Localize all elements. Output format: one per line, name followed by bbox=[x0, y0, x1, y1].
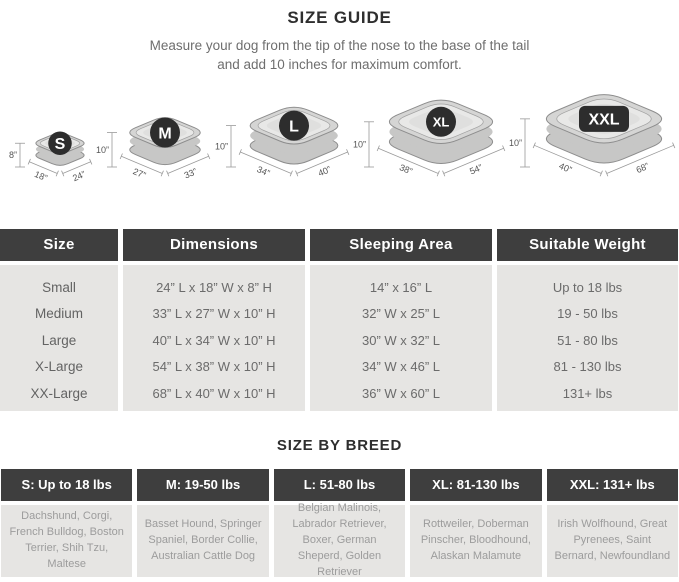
suitable-weight-column-body bbox=[497, 265, 678, 411]
dimensions-cell: 68” L x 40” W x 10” H bbox=[152, 385, 276, 401]
breed-header-s: S: Up to 18 lbs bbox=[1, 469, 132, 501]
bed-drawing-s bbox=[2, 87, 94, 209]
bed-size-illustrations bbox=[0, 87, 679, 209]
subtitle-line-2: and add 10 inches for maximum comfort. bbox=[217, 56, 462, 72]
breed-column-s bbox=[1, 469, 132, 577]
bed-length-label: 33” bbox=[182, 166, 199, 181]
bed-width-label: 27” bbox=[131, 166, 148, 181]
breed-list-xxl: Irish Wolfhound, Great Pyrenees, Saint Bernard, Newfoundland bbox=[547, 505, 678, 577]
bed-length-label: 40” bbox=[316, 163, 332, 179]
bed-size-badge-label: M bbox=[158, 125, 172, 143]
breed-header-l: L: 51-80 lbs bbox=[274, 469, 405, 501]
sleeping-area-cell: 30” W x 32” L bbox=[361, 332, 441, 348]
bed-size-badge-label: XL bbox=[432, 114, 450, 130]
size-table-column-dimensions bbox=[123, 229, 305, 411]
bed-height-label: 10” bbox=[214, 141, 228, 152]
page-title: SIZE GUIDE bbox=[287, 8, 392, 27]
sleeping-area-cell: 14” x 16” L bbox=[369, 279, 433, 295]
suitable-weight-cell: 131+ lbs bbox=[562, 385, 613, 401]
bed-height-label: 10” bbox=[352, 139, 366, 150]
suitable-weight-cell: Up to 18 lbs bbox=[552, 279, 623, 295]
breed-list-xl: Rottweiler, Doberman Pinscher, Bloodhound, Alaskan Malamute bbox=[410, 505, 541, 577]
dimensions-cell: 54” L x 38” W x 10” H bbox=[152, 359, 276, 375]
bed-drawing-xxl bbox=[507, 87, 677, 209]
size-cell: X-Large bbox=[34, 359, 84, 375]
sleeping-area-column-body bbox=[310, 265, 492, 411]
breed-list-m: Basset Hound, Springer Spaniel, Border Collie, Australian Cattle Dog bbox=[137, 505, 268, 577]
breed-section-title: SIZE BY BREED bbox=[276, 436, 403, 454]
dimensions-column-body bbox=[123, 265, 305, 411]
suitable-weight-cell: 51 - 80 lbs bbox=[557, 332, 618, 348]
suitable-weight-cell: 81 - 130 lbs bbox=[553, 359, 622, 375]
breed-column-xxl bbox=[547, 469, 678, 577]
size-table-column-size bbox=[0, 229, 118, 411]
size-table-column-suitable-weight bbox=[497, 229, 678, 411]
sleeping-area-cell: 36” W x 60” L bbox=[361, 385, 441, 401]
bed-illustration-xl bbox=[351, 87, 507, 209]
bed-length-label: 54” bbox=[467, 162, 484, 177]
breed-column-xl bbox=[410, 469, 541, 577]
bed-width-label: 38” bbox=[397, 162, 414, 177]
column-header-dimensions: Dimensions bbox=[123, 229, 305, 261]
bed-size-badge-label: XXL bbox=[588, 111, 620, 129]
breed-table bbox=[0, 469, 679, 577]
size-cell: XX-Large bbox=[30, 385, 88, 401]
bed-length-label: 24” bbox=[71, 168, 87, 184]
suitable-weight-cell: 19 - 50 lbs bbox=[557, 306, 618, 322]
page-subtitle bbox=[0, 37, 679, 75]
bed-illustration-xxl bbox=[507, 87, 677, 209]
column-header-suitable-weight: Suitable Weight bbox=[497, 229, 678, 261]
bed-height-label: 10” bbox=[508, 137, 522, 148]
sleeping-area-cell: 32” W x 25” L bbox=[361, 306, 441, 322]
size-cell: Medium bbox=[34, 306, 83, 322]
sleeping-area-cell: 34” W x 46” L bbox=[361, 359, 441, 375]
bed-illustration-m bbox=[94, 87, 212, 209]
bed-height-label: 10” bbox=[96, 144, 110, 155]
bed-size-badge-label: S bbox=[54, 135, 66, 153]
bed-illustration-s bbox=[2, 87, 94, 209]
column-header-size: Size bbox=[0, 229, 118, 261]
bed-drawing-l bbox=[213, 87, 351, 209]
bed-width-label: 40” bbox=[557, 160, 574, 175]
breed-header-m: M: 19-50 lbs bbox=[137, 469, 268, 501]
size-table-column-sleeping-area bbox=[310, 229, 492, 411]
dimensions-cell: 24” L x 18” W x 8” H bbox=[156, 279, 272, 295]
size-cell: Small bbox=[42, 279, 76, 295]
dimensions-cell: 33” L x 27” W x 10” H bbox=[152, 306, 276, 322]
size-table bbox=[0, 229, 679, 411]
subtitle-line-1: Measure your dog from the tip of the nose to the base of the tail bbox=[149, 38, 530, 53]
bed-width-label: 18” bbox=[33, 168, 49, 184]
bed-size-badge-label: L bbox=[288, 118, 299, 136]
breed-column-m bbox=[137, 469, 268, 577]
size-column-body bbox=[0, 265, 118, 411]
breed-header-xxl: XXL: 131+ lbs bbox=[547, 469, 678, 501]
bed-height-label: 8” bbox=[8, 149, 17, 160]
bed-illustration-l bbox=[213, 87, 351, 209]
bed-width-label: 34” bbox=[255, 163, 271, 179]
size-cell: Large bbox=[41, 332, 77, 348]
bed-drawing-xl bbox=[351, 87, 507, 209]
bed-drawing-m bbox=[94, 87, 212, 209]
breed-header-xl: XL: 81-130 lbs bbox=[410, 469, 541, 501]
breed-column-l bbox=[274, 469, 405, 577]
dimensions-cell: 40” L x 34” W x 10” H bbox=[152, 332, 276, 348]
breed-list-l: Belgian Malinois, Labrador Retriever, Boxer, German Sheperd, Golden Retriever bbox=[274, 505, 405, 577]
column-header-sleeping-area: Sleeping Area bbox=[310, 229, 492, 261]
bed-length-label: 68” bbox=[634, 160, 651, 175]
breed-list-s: Dachshund, Corgi, French Bulldog, Boston Terrier, Shih Tzu, Maltese bbox=[1, 505, 132, 577]
